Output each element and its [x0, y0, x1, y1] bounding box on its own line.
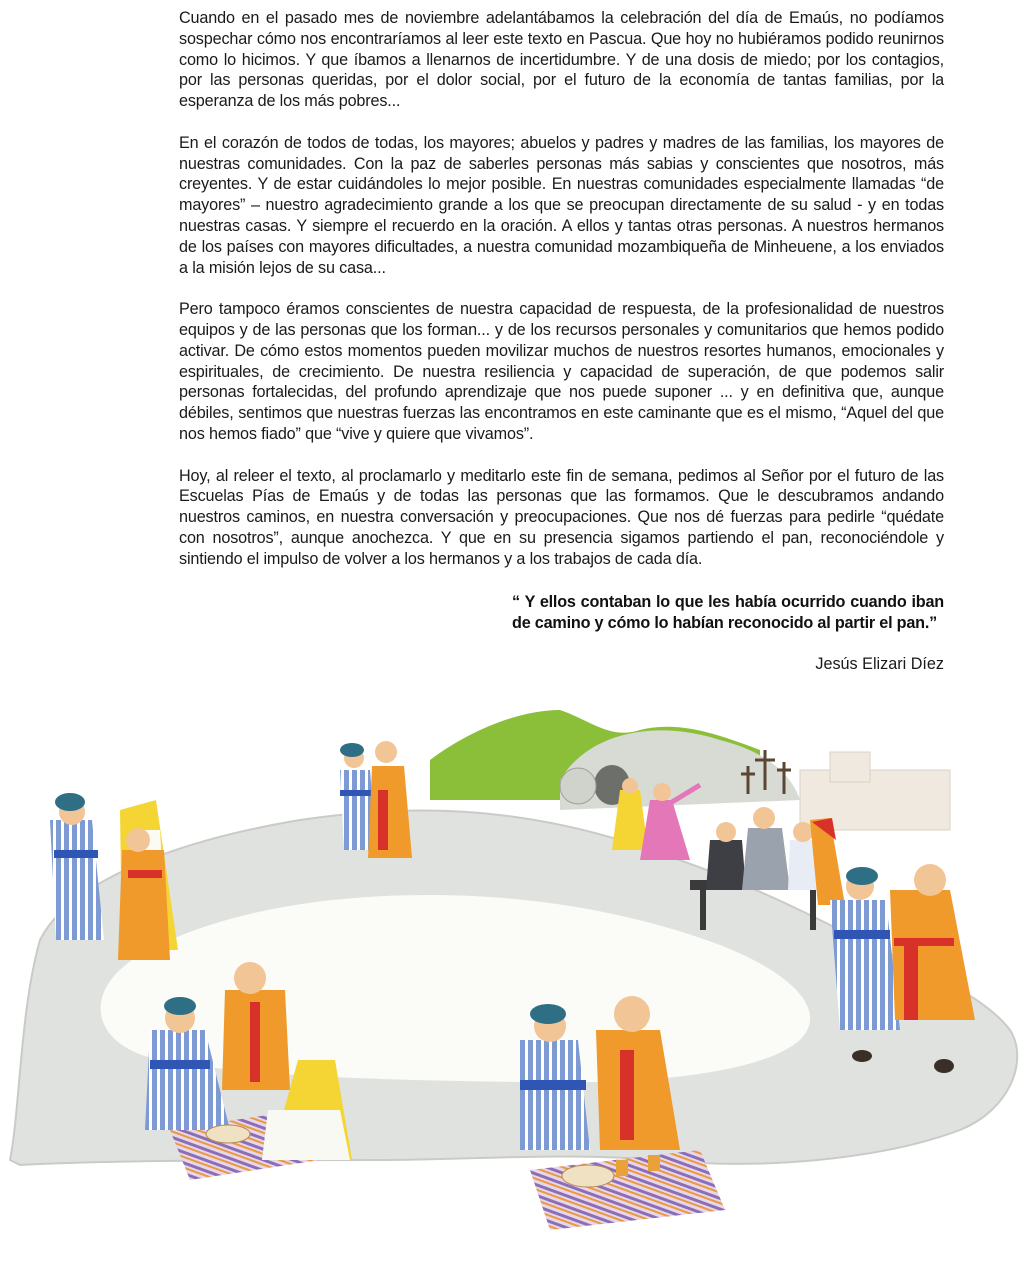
disciples-walking-top — [340, 741, 412, 858]
gospel-quote: “ Y ellos contaban lo que les había ocurrido cuando iban de camino y cómo lo habían reconocido al partir el pan.” — [512, 593, 944, 632]
paragraph-1: Cuando en el pasado mes de noviembre adelantábamos la celebración del día de Emaús, no podíamos sospechar cómo nos encontraríamos al leer este texto en Pascua. Que hoy no hubiéramos podido reunirnos como lo hicimos. Y que íbamos a llenarnos de incertidumbre. Y de una dosis de miedo; por los contagios, por las personas queridas, por el dolor social, por el futuro de la economía de tantas familias, por la esperanza de los más pobres... — [179, 9, 944, 111]
paragraph-4: Hoy, al releer el texto, al proclamarlo y meditarlo este fin de semana, pedimos al Señor por el futuro de las Escuelas Pías de Emaús y de todas las personas que las formamos. Que le descubramos andando nuestros caminos, en nuestra conversación y preocupaciones. Que nos dé fuerzas para pedirle “quédate con nosotros”, aunque anochezca. Y que en su presencia sigamos partiendo el pan, reconociéndole y sintiendo el impulso de volver a los hermanos y a los trabajos de cada día. — [179, 466, 944, 568]
paragraph-3: Pero tampoco éramos conscientes de nuestra capacidad de respuesta, de la profesionalidad de nuestros equipos y de las personas que los forman... y de los recursos personales y comunitarios que hemos podido activar. De cómo estos momentos pueden movilizar muchos de nuestros resortes humanos, emocionales y espirituales, de crecimiento. De nuestra resiliencia y capacidad de superación, de que podemos salir personas fortalecidas, del profundo aprendizaje que nos puede suponer ... y en definitiva que, aunque débiles, sentimos que nuestras fuerzas las encontramos en este caminante que es el mismo, “Aquel del que nos hemos fiado” que “vive y quiere que vivamos”. — [179, 300, 944, 443]
article-body — [179, 8, 944, 590]
emmaus-illustration — [0, 690, 1029, 1250]
paragraph-2: En el corazón de todos de todas, los mayores; abuelos y padres y madres de las familias, los mayores de nuestras comunidades. Con la paz de saberles personas más sabias y conscientes que nosotros, más creyentes. Y de estar cuidándoles lo mejor posible. En nuestras comunidades especialmente llamadas “de mayores” – nuestro agradecimiento grande a los que se preocupan directamente de su salud - y en todas nuestras casas. Y siempre el recuerdo en la oración. A ellos y tantas otras personas. A nuestros hermanos de los países con mayores dificultades, a nuestra comunidad mozambiqueña de Minheuene, a los enviados a la misión lejos de su casa... — [179, 133, 944, 277]
author-signature: Jesús Elizari Díez — [815, 655, 944, 673]
women-at-tomb — [612, 778, 700, 860]
hill-with-tomb — [430, 710, 950, 830]
